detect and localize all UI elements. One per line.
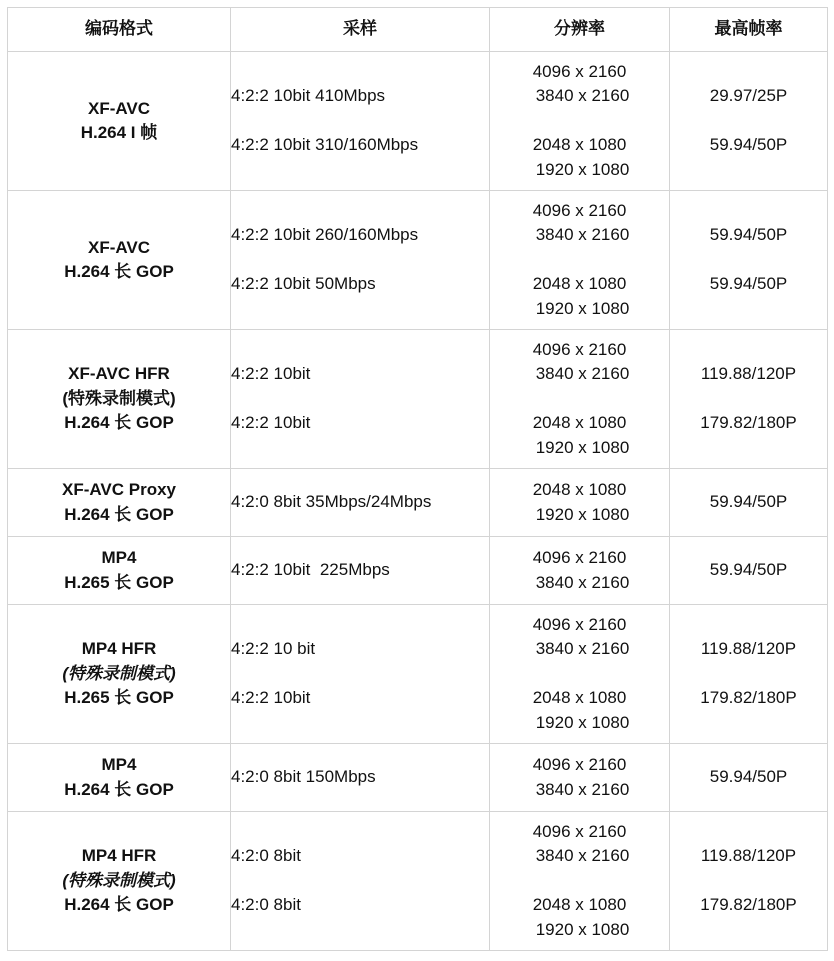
format-cell <box>8 744 231 812</box>
table-row <box>8 469 828 537</box>
format-line: MP4 <box>101 548 137 567</box>
format-cell <box>8 52 231 191</box>
resolution-value: 1920 x 1080 <box>535 919 630 939</box>
resolution-value: 3840 x 2160 <box>535 225 630 245</box>
frame-rate-cell <box>670 469 828 537</box>
codec-spec-table <box>7 7 828 951</box>
resolution-value: 1920 x 1080 <box>535 712 630 732</box>
sampling-cell <box>231 744 490 812</box>
sampling-cell <box>231 330 490 469</box>
format-cell <box>8 191 231 330</box>
sampling-value: 4:2:2 10bit <box>231 688 311 708</box>
format-line: XF-AVC <box>87 237 150 257</box>
format-line: H.265 长 GOP <box>64 572 174 592</box>
sampling-value: 4:2:2 10bit <box>231 364 311 384</box>
frame-rate-value: 59.94/50P <box>709 492 788 512</box>
sampling-cell <box>231 191 490 330</box>
resolution-value: 3840 x 2160 <box>535 364 630 384</box>
header-row <box>8 8 828 52</box>
sampling-value: 4:2:2 10bit 410Mbps <box>231 86 386 106</box>
resolution-cell <box>490 52 670 191</box>
resolution-value: 3840 x 2160 <box>535 86 630 106</box>
format-line: H.264 长 GOP <box>64 504 174 524</box>
frame-rate-value: 29.97/25P <box>709 86 788 106</box>
frame-rate-cell <box>670 744 828 812</box>
resolution-value: 2048 x 1080 <box>532 480 627 499</box>
frame-rate-cell <box>670 191 828 330</box>
sampling-value: 4:2:0 8bit <box>231 846 301 866</box>
format-line: H.264 I 帧 <box>80 123 158 142</box>
resolution-cell <box>490 537 670 605</box>
format-cell <box>8 605 231 744</box>
resolution-value: 1920 x 1080 <box>535 298 630 318</box>
table-row <box>8 537 828 605</box>
format-line: XF-AVC Proxy <box>62 480 176 499</box>
sampling-value: 4:2:2 10bit 260/160Mbps <box>231 225 419 245</box>
frame-rate-value: 59.94/50P <box>709 560 788 580</box>
frame-rate-value: 59.94/50P <box>709 225 788 245</box>
header-max-frame-rate: 最高帧率 <box>670 8 828 52</box>
table-row <box>8 744 828 812</box>
sampling-value: 4:2:0 8bit 35Mbps/24Mbps <box>231 492 432 512</box>
frame-rate-value: 179.82/180P <box>700 413 797 433</box>
sampling-cell <box>231 812 490 951</box>
sampling-value: 4:2:2 10bit <box>231 413 311 433</box>
resolution-value: 3840 x 2160 <box>535 846 630 866</box>
frame-rate-value: 119.88/120P <box>700 364 797 384</box>
sampling-value: 4:2:0 8bit <box>231 895 301 915</box>
resolution-value: 4096 x 2160 <box>532 755 627 774</box>
resolution-value: 1920 x 1080 <box>535 437 630 457</box>
format-line: H.264 长 GOP <box>64 895 174 915</box>
resolution-value: 1920 x 1080 <box>535 159 630 179</box>
table-row <box>8 330 828 469</box>
format-line: H.264 长 GOP <box>64 779 174 799</box>
sampling-value: 4:2:0 8bit 150Mbps <box>231 767 376 787</box>
sampling-cell <box>231 52 490 191</box>
resolution-value: 2048 x 1080 <box>532 413 627 433</box>
sampling-value: 4:2:2 10 bit <box>231 639 316 659</box>
resolution-value: 4096 x 2160 <box>532 339 627 359</box>
frame-rate-value: 179.82/180P <box>700 895 797 915</box>
format-line: MP4 <box>101 755 137 774</box>
table-row <box>8 605 828 744</box>
frame-rate-cell <box>670 52 828 191</box>
resolution-cell <box>490 812 670 951</box>
resolution-cell <box>490 330 670 469</box>
format-line: H.264 长 GOP <box>64 413 174 433</box>
table-row <box>8 812 828 951</box>
sampling-value: 4:2:2 10bit 310/160Mbps <box>231 135 419 155</box>
frame-rate-value: 119.88/120P <box>700 639 797 659</box>
resolution-value: 3840 x 2160 <box>535 779 630 799</box>
sampling-cell <box>231 469 490 537</box>
resolution-cell <box>490 469 670 537</box>
header-sampling: 采样 <box>231 8 490 52</box>
header-format: 编码格式 <box>8 8 231 52</box>
format-line: MP4 HFR <box>81 639 157 659</box>
resolution-value: 2048 x 1080 <box>532 895 627 915</box>
table-row <box>8 52 828 191</box>
frame-rate-value: 59.94/50P <box>709 767 788 787</box>
format-line: XF-AVC HFR <box>68 364 170 384</box>
sampling-value: 4:2:2 10bit 50Mbps <box>231 274 376 294</box>
resolution-value: 3840 x 2160 <box>535 639 630 659</box>
resolution-value: 4096 x 2160 <box>532 200 627 220</box>
resolution-value: 2048 x 1080 <box>532 274 627 294</box>
frame-rate-cell <box>670 330 828 469</box>
sampling-cell <box>231 537 490 605</box>
resolution-cell <box>490 191 670 330</box>
frame-rate-cell <box>670 605 828 744</box>
frame-rate-value: 59.94/50P <box>709 274 788 294</box>
resolution-cell <box>490 605 670 744</box>
frame-rate-cell <box>670 812 828 951</box>
format-cell <box>8 330 231 469</box>
format-line-italic: (特殊录制模式) <box>62 870 176 890</box>
resolution-value: 1920 x 1080 <box>535 504 630 524</box>
header-resolution: 分辨率 <box>490 8 670 52</box>
resolution-value: 4096 x 2160 <box>532 548 627 567</box>
resolution-value: 4096 x 2160 <box>532 821 627 841</box>
resolution-value: 3840 x 2160 <box>535 572 630 592</box>
resolution-value: 4096 x 2160 <box>532 61 627 81</box>
format-cell <box>8 812 231 951</box>
format-line: XF-AVC <box>87 98 150 118</box>
format-line: H.264 长 GOP <box>64 262 174 281</box>
frame-rate-value: 59.94/50P <box>709 135 788 155</box>
sampling-value: 4:2:2 10bit 225Mbps <box>231 560 390 580</box>
sampling-cell <box>231 605 490 744</box>
resolution-value: 2048 x 1080 <box>532 135 627 155</box>
format-line: H.265 长 GOP <box>64 688 174 708</box>
format-cell <box>8 469 231 537</box>
format-line: (特殊录制模式) <box>62 388 176 408</box>
format-line-italic: (特殊录制模式) <box>62 663 176 683</box>
table-row <box>8 191 828 330</box>
format-line: MP4 HFR <box>81 846 157 866</box>
resolution-cell <box>490 744 670 812</box>
frame-rate-value: 179.82/180P <box>700 688 797 708</box>
frame-rate-cell <box>670 537 828 605</box>
resolution-value: 4096 x 2160 <box>532 614 627 634</box>
resolution-value: 2048 x 1080 <box>532 688 627 708</box>
format-cell <box>8 537 231 605</box>
frame-rate-value: 119.88/120P <box>700 846 797 866</box>
